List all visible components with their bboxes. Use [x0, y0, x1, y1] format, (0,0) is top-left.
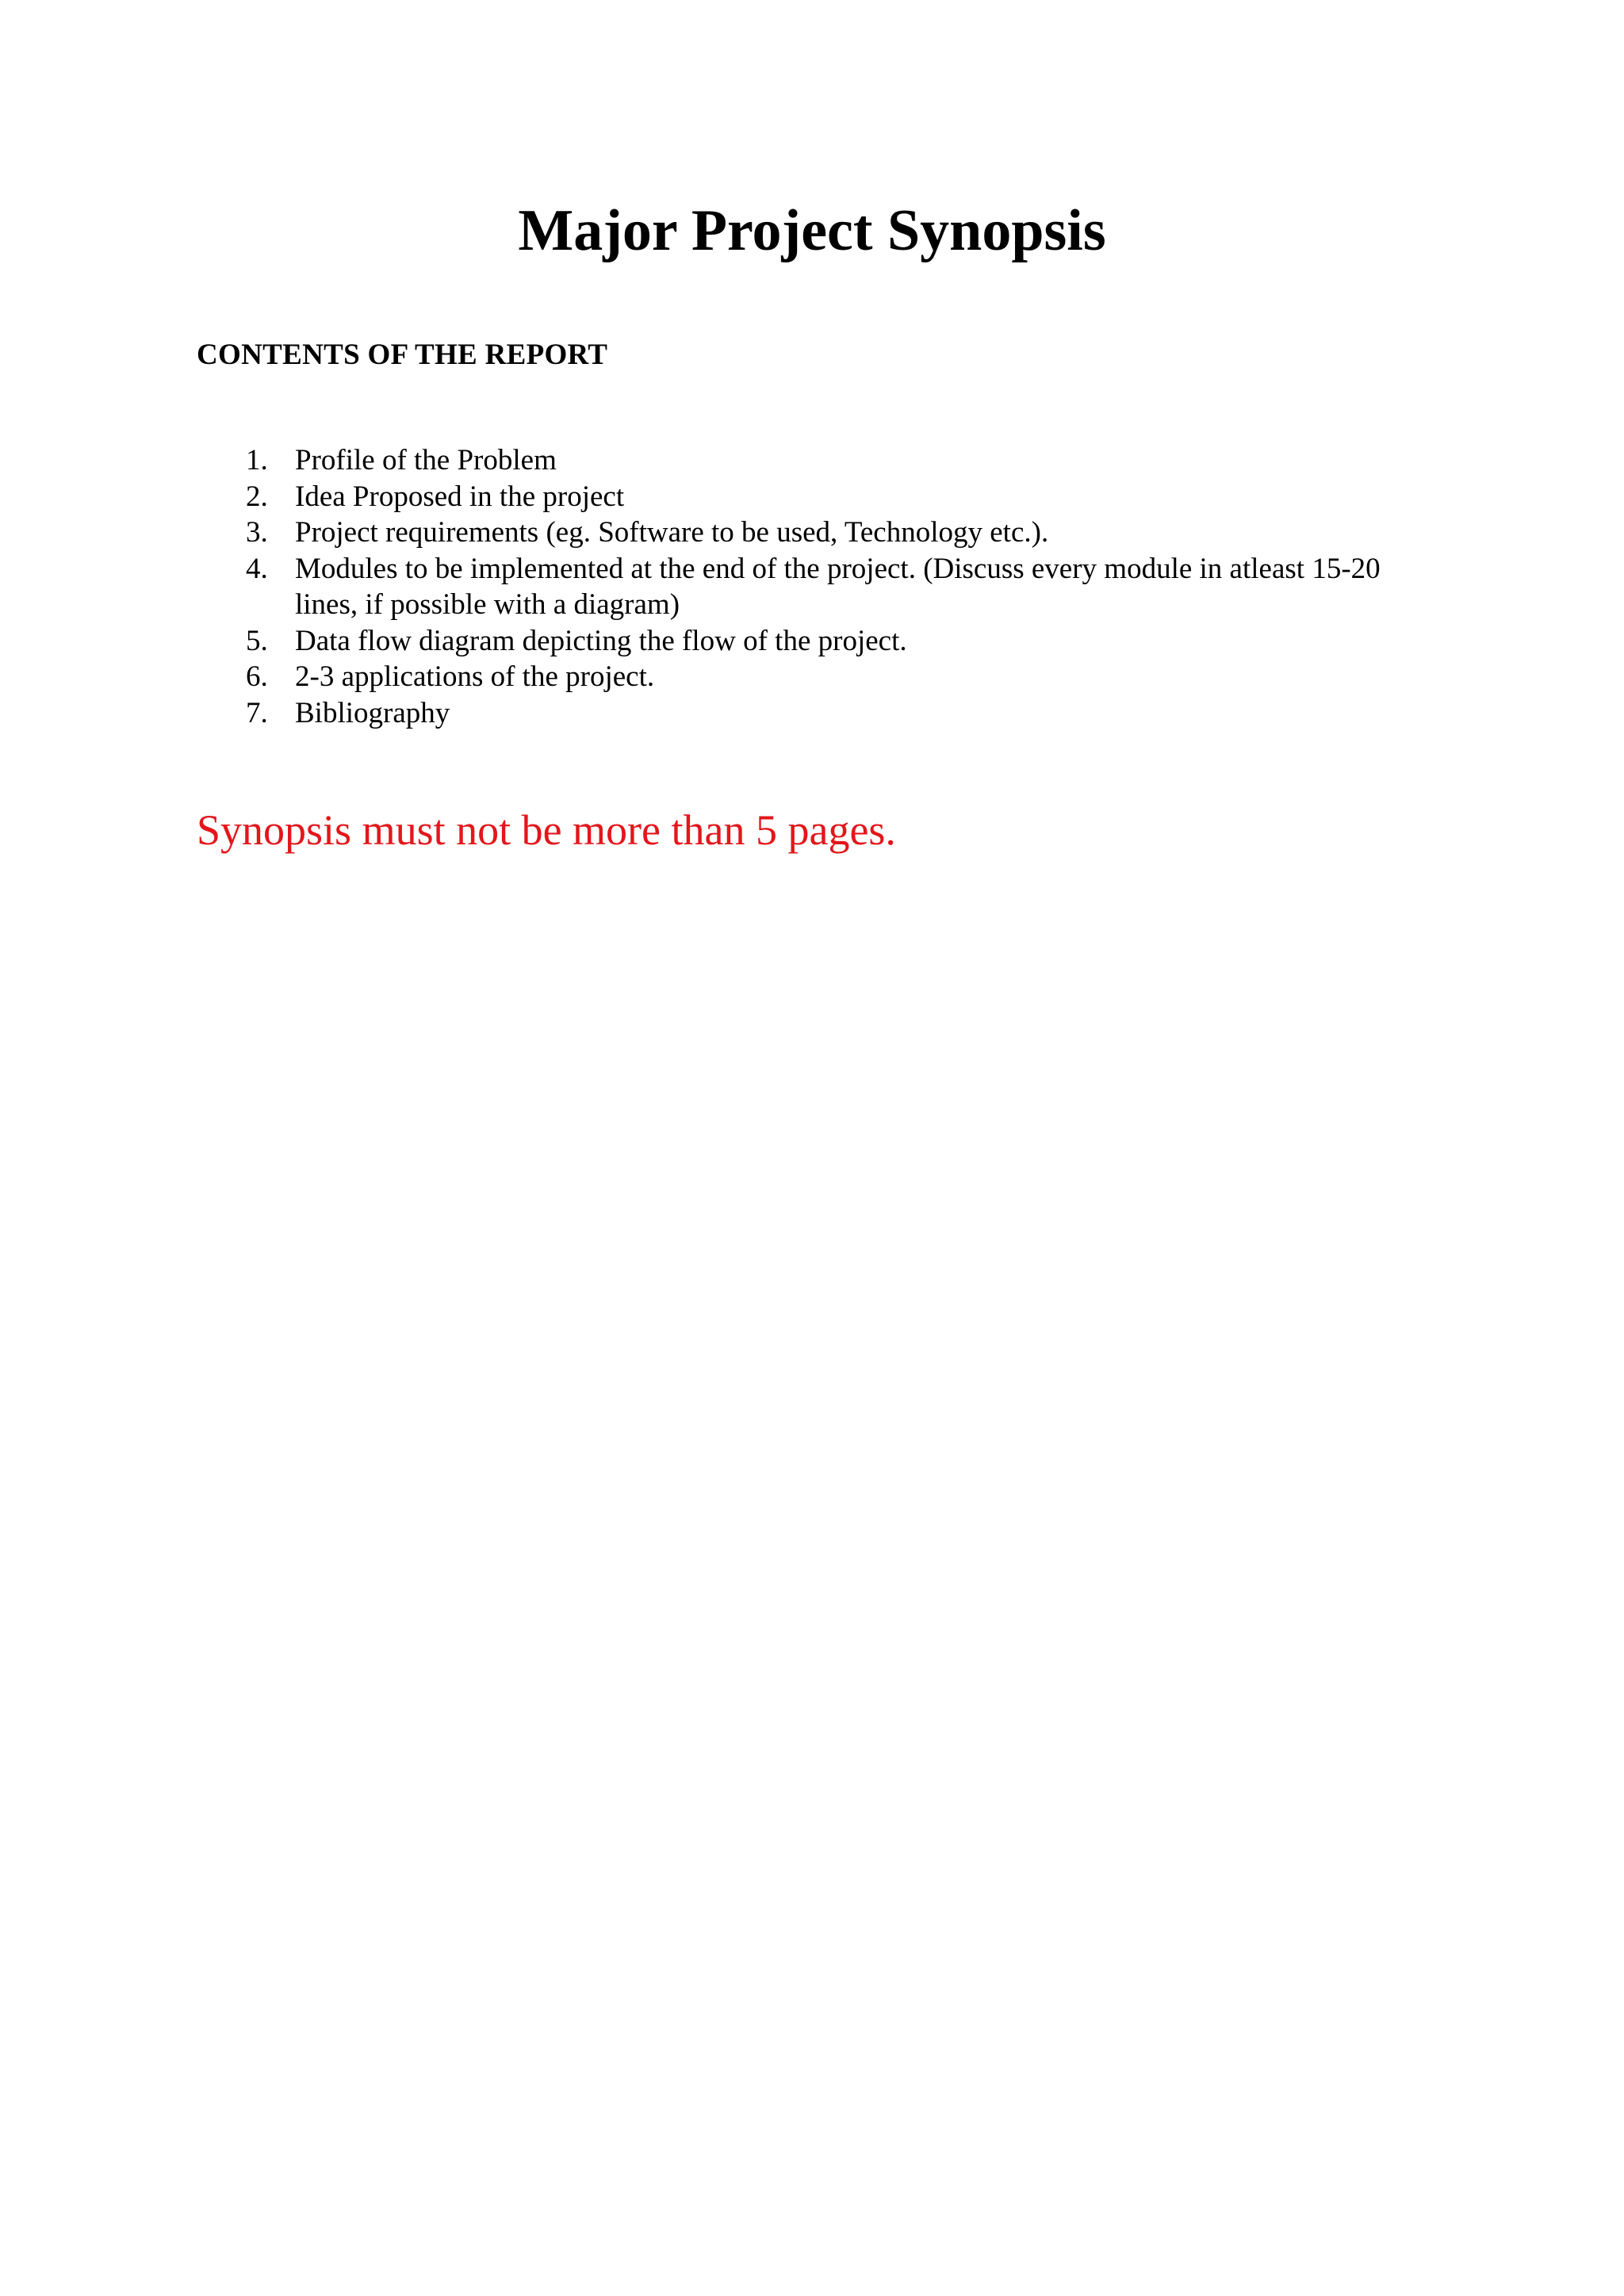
- list-item-number: 6.: [246, 660, 268, 693]
- list-item: [197, 442, 1434, 479]
- list-item-text: Bibliography: [295, 696, 450, 729]
- list-item-number: 4.: [246, 552, 268, 585]
- list-item-text: 2-3 applications of the project.: [295, 660, 655, 693]
- list-item-number: 2.: [246, 480, 268, 513]
- list-item: [197, 695, 1434, 732]
- page-limit-note: Synopsis must not be more than 5 pages.: [197, 806, 896, 854]
- list-item: [197, 515, 1434, 551]
- list-item-text: Data flow diagram depicting the flow of the project.: [295, 624, 907, 657]
- list-item-number: 7.: [246, 696, 268, 729]
- document-title: Major Project Synopsis: [518, 198, 1106, 263]
- list-item-text: Profile of the Problem: [295, 444, 557, 476]
- list-item-text: Modules to be implemented at the end of the project. (Discuss every module in atleast 15-20 lines, if possible with a diagram): [295, 552, 1381, 621]
- list-item-text: Idea Proposed in the project: [295, 480, 625, 513]
- list-item: [197, 623, 1434, 660]
- list-item-number: 5.: [246, 624, 268, 657]
- list-item-text: Project requirements (eg. Software to be used, Technology etc.).: [295, 516, 1049, 549]
- list-item: [197, 551, 1434, 623]
- list-item-number: 1.: [246, 444, 268, 476]
- section-heading: CONTENTS OF THE REPORT: [197, 339, 608, 371]
- list-item: [197, 659, 1434, 695]
- list-item: [197, 479, 1434, 515]
- contents-list: [197, 442, 1434, 731]
- list-item-number: 3.: [246, 516, 268, 549]
